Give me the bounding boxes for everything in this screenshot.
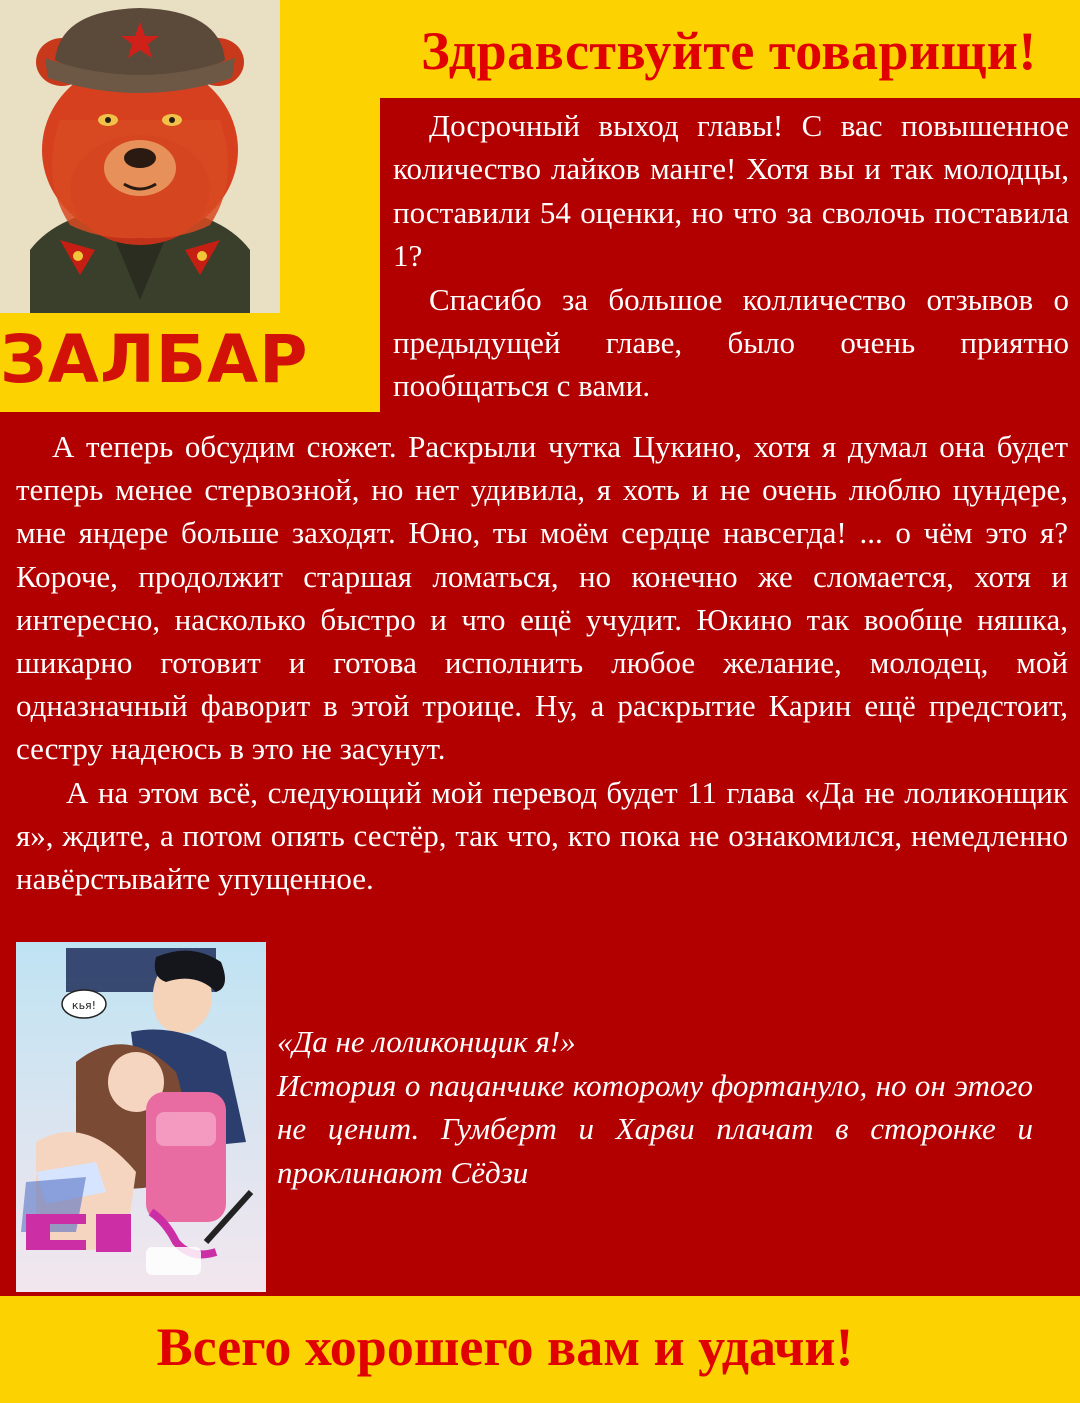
body-paragraph: А теперь обсудим сюжет. Раскрыли чутка Цукино, хотя я думал она будет теперь менее стервозной, но нет удивила, я хоть и не очень люблю цундере, мне яндере больше заходят. Юно, ты моём сердце навсегда! ... о чём это я? Короче, продолжит старшая ломаться, но конечно же сломается, хотя и интересно, насколько быстро и что ещё учудит. Юкино так вообще няшка, шикарно готовит и готова исполнить любое желание, молодец, мой одназначный фаворит в этой троице. Ну, а раскрытие Карин ещё предстоит, сестру надеюсь в это не засунут. (16, 429, 1068, 767)
intro-paragraph: Спасибо за большое колличество отзывов о предыдущей главе, было очень приятно пообщаться с вами. (393, 281, 1069, 404)
speech-bubble-text: кья! (71, 999, 97, 1012)
page-title: Здравствуйте товарищи! (421, 21, 1037, 81)
body-paragraph: А на этом всё, следующий мой перевод будет 11 глава «Да не лоликонщик я», ждите, а потом опять сестёр, так что, кто пока не ознакомился, немедленно навёрстывайте упущенное. (16, 774, 1068, 897)
logo-panel (0, 0, 380, 412)
bear-poster-image (0, 0, 280, 313)
manga-description: История о пацанчике которому фортануло, но он этого не ценит. Гумберт и Харви плачат в сторонке и проклинают Сёдзи (277, 1067, 1033, 1190)
logo-wordmark: ЗАЛБАР (0, 321, 309, 398)
main-text-block (16, 425, 1068, 900)
manga-cover-image (16, 942, 266, 1292)
footer-farewell: Всего хорошего вам и удачи! (156, 1317, 854, 1377)
manga-title: «Да не лоликонщик я!» (277, 1024, 576, 1059)
manga-cover-illustration (16, 942, 266, 1292)
manga-caption (277, 1020, 1033, 1194)
bear-illustration (0, 0, 280, 313)
intro-text-block (393, 104, 1069, 408)
intro-paragraph: Досрочный выход главы! С вас повышенное количество лайков манге! Хотя вы и так молодцы, поставили 54 оценки, но что за сволочь поставила 1? (393, 108, 1069, 274)
